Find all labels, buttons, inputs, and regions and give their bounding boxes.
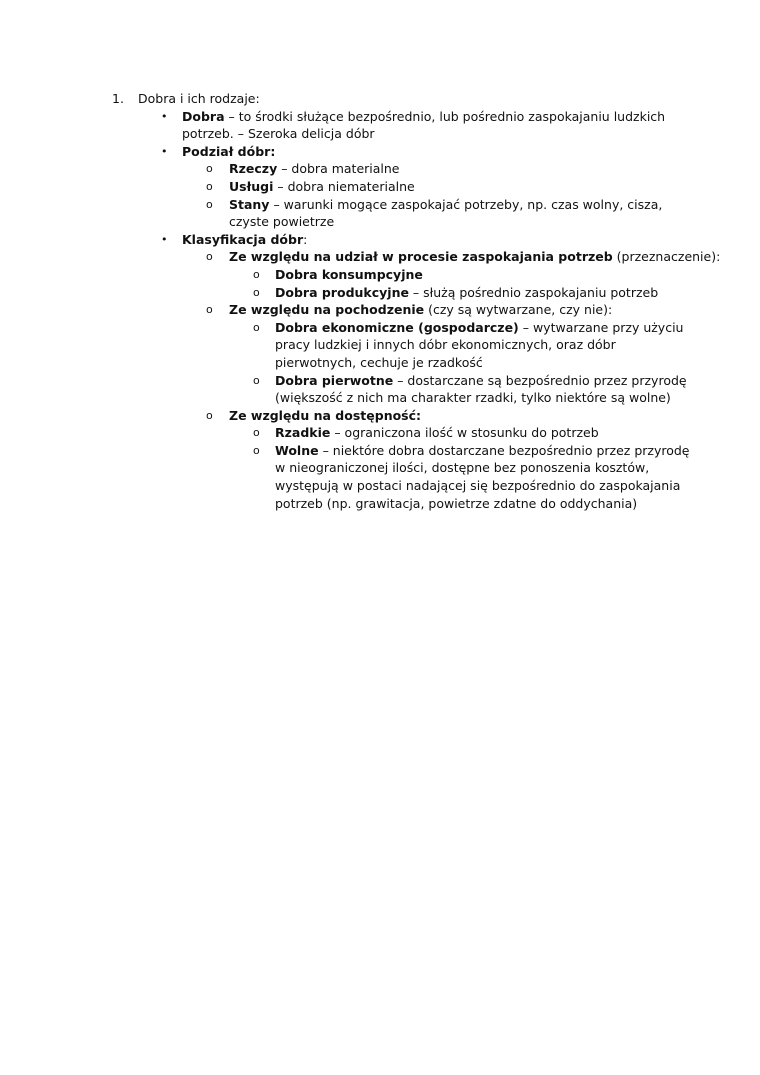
outline-list xyxy=(112,90,721,512)
list-item-continuation xyxy=(112,125,692,143)
text-line: – służą pośrednio zaspokajaniu potrzeb xyxy=(408,284,659,300)
text-line: – warunki mogące zaspokajać potrzeby, np. czas wolny, cisza, xyxy=(269,196,663,212)
list-item-podzial xyxy=(112,143,692,161)
list-item-pierwotne xyxy=(112,372,692,390)
circle-bullet-icon: o xyxy=(253,285,260,299)
term-udzial: Ze względu na udział w procesie zaspokajania potrzeb xyxy=(229,249,613,265)
text-line: czyste powietrze xyxy=(229,214,335,230)
list-item-wolne xyxy=(112,442,692,460)
term-dobra: Dobra xyxy=(182,108,225,124)
term-pochodzenie: Ze względu na pochodzenie xyxy=(229,302,425,318)
list-item-continuation xyxy=(112,495,692,513)
circle-bullet-icon: o xyxy=(253,373,260,387)
bullet-icon: • xyxy=(161,109,168,123)
text-line: (czy są wytwarzane, czy nie): xyxy=(424,302,613,318)
text-line: – dostarczane są bezpośrednio przez przyrodę xyxy=(393,372,687,388)
heading-item xyxy=(112,90,692,108)
list-item-dobra xyxy=(112,108,692,126)
list-item-stany xyxy=(112,196,692,214)
text-line: – ograniczona ilość w stosunku do potrzeb xyxy=(330,425,599,441)
text-line: (przeznaczenie): xyxy=(612,249,721,265)
bullet-icon: • xyxy=(161,232,168,246)
circle-bullet-icon: o xyxy=(206,197,213,211)
bullet-icon: • xyxy=(161,144,168,158)
list-item-continuation xyxy=(112,459,692,477)
term-klasyfikacja: Klasyfikacja dóbr xyxy=(182,231,304,247)
heading-text: Dobra i ich rodzaje: xyxy=(138,91,260,106)
list-item-continuation xyxy=(112,477,692,495)
text-line: (większość z nich ma charakter rzadki, tylko niektóre są wolne) xyxy=(275,390,671,406)
circle-bullet-icon: o xyxy=(253,320,260,334)
term-rzeczy: Rzeczy xyxy=(229,161,278,177)
circle-bullet-icon: o xyxy=(206,250,213,264)
term-podzial: Podział dóbr: xyxy=(182,143,276,159)
text-line: potrzeb. – Szeroka delicja dóbr xyxy=(182,126,375,142)
circle-bullet-icon: o xyxy=(253,267,260,281)
text-line: – to środki służące bezpośrednio, lub pośrednio zaspokajaniu ludzkich xyxy=(224,108,666,124)
circle-bullet-icon: o xyxy=(206,162,213,176)
term-rzadkie: Rzadkie xyxy=(275,425,331,441)
list-item-rzeczy xyxy=(112,160,692,178)
list-item-rzadkie xyxy=(112,424,692,442)
text-line: występują w postaci nadającej się bezpośrednio do zaspokajania xyxy=(275,478,681,494)
term-stany: Stany xyxy=(229,196,270,212)
term-produkcyjne: Dobra produkcyjne xyxy=(275,284,409,300)
list-item-ekonomiczne xyxy=(112,319,692,337)
list-number: 1. xyxy=(112,91,124,106)
text-line: potrzeb (np. grawitacja, powietrze zdatne do oddychania) xyxy=(275,495,638,511)
term-dostepnosc: Ze względu na dostępność: xyxy=(229,407,422,423)
term-pierwotne: Dobra pierwotne xyxy=(275,372,394,388)
circle-bullet-icon: o xyxy=(253,443,260,457)
term-konsumpcyjne: Dobra konsumpcyjne xyxy=(275,266,423,282)
list-item-klasyfikacja xyxy=(112,231,692,249)
text-line: w nieograniczonej ilości, dostępne bez ponoszenia kosztów, xyxy=(275,460,650,476)
circle-bullet-icon: o xyxy=(206,408,213,422)
circle-bullet-icon: o xyxy=(206,179,213,193)
circle-bullet-icon: o xyxy=(253,426,260,440)
list-item-dostepnosc xyxy=(112,407,692,425)
list-item-pochodzenie xyxy=(112,301,692,319)
list-item-continuation xyxy=(112,336,692,354)
list-item-produkcyjne xyxy=(112,284,692,302)
term-wolne: Wolne xyxy=(275,442,319,458)
text-line: – niektóre dobra dostarczane bezpośrednio przez przyrodę xyxy=(318,442,690,458)
list-item-continuation xyxy=(112,389,692,407)
text-line: pracy ludzkiej i innych dóbr ekonomicznych, oraz dóbr xyxy=(275,337,616,353)
circle-bullet-icon: o xyxy=(206,303,213,317)
term-uslugi: Usługi xyxy=(229,178,274,194)
list-item-udzial xyxy=(112,248,721,266)
text-line: – dobra niematerialne xyxy=(273,178,415,194)
text-line: pierwotnych, cechuje je rzadkość xyxy=(275,354,483,370)
list-item-continuation xyxy=(112,354,692,372)
text-colon: : xyxy=(303,231,308,247)
text-line: – dobra materialne xyxy=(277,161,400,177)
term-ekonomiczne: Dobra ekonomiczne (gospodarcze) xyxy=(275,319,519,335)
list-item-continuation xyxy=(112,213,692,231)
list-item-konsumpcyjne xyxy=(112,266,692,284)
text-line: – wytwarzane przy użyciu xyxy=(518,319,684,335)
list-item-uslugi xyxy=(112,178,692,196)
